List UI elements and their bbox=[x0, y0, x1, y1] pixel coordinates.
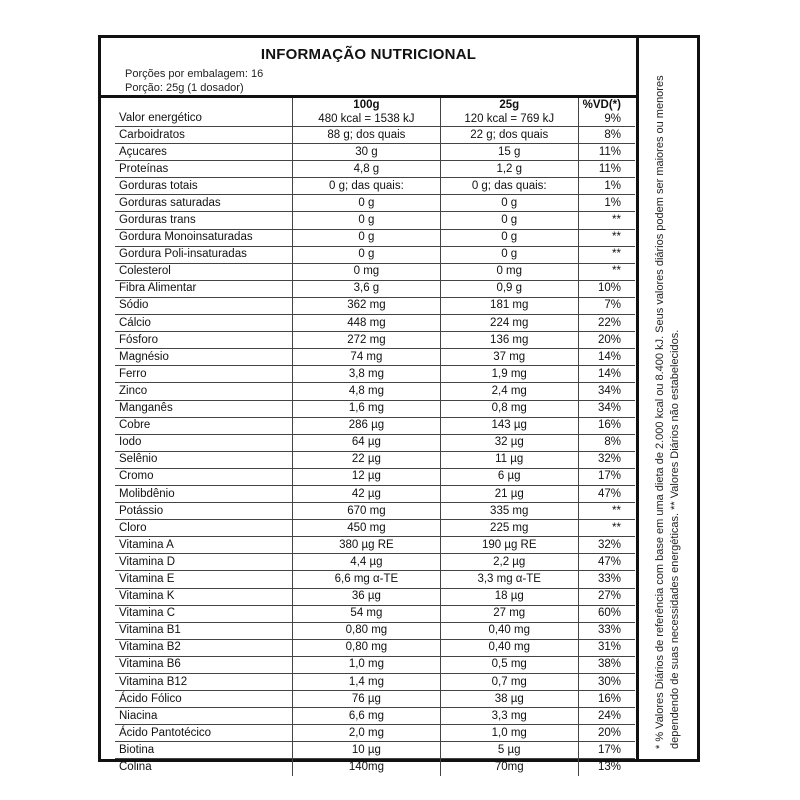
table-row bbox=[115, 127, 635, 144]
value-25g: 0 g bbox=[440, 229, 578, 246]
value-25g: 21 µg bbox=[440, 485, 578, 502]
value-vd: 16% bbox=[578, 691, 635, 708]
value-100g: 64 µg bbox=[293, 434, 441, 451]
value-100g: 450 mg bbox=[293, 520, 441, 537]
table-row bbox=[115, 212, 635, 229]
value-vd: ** bbox=[578, 263, 635, 280]
value-vd: ** bbox=[578, 503, 635, 520]
value-vd: 27% bbox=[578, 588, 635, 605]
value-vd: 11% bbox=[578, 144, 635, 161]
nutrient-name: Vitamina K bbox=[119, 590, 175, 603]
value-25g: 3,3 mg bbox=[440, 708, 578, 725]
table-row bbox=[115, 674, 635, 691]
value-25g: 0,9 g bbox=[440, 280, 578, 297]
nutrient-name: Biotina bbox=[119, 743, 155, 756]
value-100g: 0 g bbox=[293, 212, 441, 229]
value-25g: 0,7 mg bbox=[440, 674, 578, 691]
value-100g: 1,6 mg bbox=[293, 400, 441, 417]
table-row bbox=[115, 263, 635, 280]
value-100g: 1,4 mg bbox=[293, 674, 441, 691]
value-vd: 31% bbox=[578, 639, 635, 656]
table-row bbox=[115, 229, 635, 246]
energy-vd-value: 9% bbox=[604, 113, 621, 125]
nutrient-name: Sódio bbox=[119, 299, 149, 312]
nutrient-name: Gorduras saturadas bbox=[119, 196, 221, 209]
table-row bbox=[115, 246, 635, 263]
value-100g: 12 µg bbox=[293, 468, 441, 485]
value-25g: 1,0 mg bbox=[440, 725, 578, 742]
table-row bbox=[115, 349, 635, 366]
column-header-vd: %VD(*) bbox=[582, 99, 621, 111]
value-vd: 30% bbox=[578, 674, 635, 691]
value-vd: 8% bbox=[578, 127, 635, 144]
table-row bbox=[115, 708, 635, 725]
value-100g: 670 mg bbox=[293, 503, 441, 520]
nutrient-name: Ferro bbox=[119, 367, 147, 380]
value-100g: 42 µg bbox=[293, 485, 441, 502]
table-row bbox=[115, 161, 635, 178]
energy-col1-value: 480 kcal = 1538 kJ bbox=[318, 113, 415, 125]
value-25g: 2,4 mg bbox=[440, 383, 578, 400]
value-vd: 33% bbox=[578, 622, 635, 639]
value-25g: 32 µg bbox=[440, 434, 578, 451]
nutrient-name: Fibra Alimentar bbox=[119, 282, 197, 295]
nutrient-name: Selênio bbox=[119, 453, 158, 466]
value-25g: 15 g bbox=[440, 144, 578, 161]
table-row bbox=[115, 144, 635, 161]
nutrient-name: Proteínas bbox=[119, 162, 169, 175]
value-25g: 2,2 µg bbox=[440, 554, 578, 571]
value-25g: 143 µg bbox=[440, 417, 578, 434]
value-vd: 33% bbox=[578, 571, 635, 588]
table-row bbox=[115, 485, 635, 502]
value-vd: 34% bbox=[578, 400, 635, 417]
table-row bbox=[115, 366, 635, 383]
value-vd: ** bbox=[578, 212, 635, 229]
nutrient-name: Potássio bbox=[119, 504, 164, 517]
nutrient-name: Ácido Fólico bbox=[119, 692, 182, 705]
nutrient-name: Vitamina B6 bbox=[119, 658, 181, 671]
value-25g: 190 µg RE bbox=[440, 537, 578, 554]
footnote-text: * % Valores Diários de referência com base em uma dieta de 2.000 kcal ou 8.400 kJ. Seus valores diários podem ser maiores ou menores dependendo de suas necessidades energéticas. ** Valores Diários não estabelecidos. bbox=[654, 74, 681, 749]
table-row bbox=[115, 605, 635, 622]
value-25g: 225 mg bbox=[440, 520, 578, 537]
table-row bbox=[115, 400, 635, 417]
table-row bbox=[115, 315, 635, 332]
value-100g: 36 µg bbox=[293, 588, 441, 605]
value-25g: 224 mg bbox=[440, 315, 578, 332]
value-25g: 5 µg bbox=[440, 742, 578, 759]
value-vd: 32% bbox=[578, 537, 635, 554]
value-100g: 54 mg bbox=[293, 605, 441, 622]
energy-col2-value: 120 kcal = 769 kJ bbox=[464, 113, 555, 125]
energy-name: Valor energético bbox=[119, 112, 202, 124]
value-25g: 37 mg bbox=[440, 349, 578, 366]
nutrient-name: Vitamina A bbox=[119, 538, 174, 551]
nutrient-name: Magnésio bbox=[119, 350, 169, 363]
value-100g: 362 mg bbox=[293, 297, 441, 314]
nutrition-label bbox=[98, 35, 700, 774]
nutrient-name: Fósforo bbox=[119, 333, 158, 346]
table-row bbox=[115, 759, 635, 776]
nutrient-name: Vitamina B2 bbox=[119, 641, 181, 654]
value-vd: 13% bbox=[578, 759, 635, 776]
table-row bbox=[115, 691, 635, 708]
value-vd: 60% bbox=[578, 605, 635, 622]
table-row bbox=[115, 451, 635, 468]
value-100g: 0,80 mg bbox=[293, 639, 441, 656]
value-vd: 47% bbox=[578, 554, 635, 571]
value-25g: 181 mg bbox=[440, 297, 578, 314]
value-25g: 1,9 mg bbox=[440, 366, 578, 383]
value-100g: 22 µg bbox=[293, 451, 441, 468]
value-25g: 22 g; dos quais bbox=[440, 127, 578, 144]
value-100g: 4,8 mg bbox=[293, 383, 441, 400]
label-header bbox=[101, 38, 636, 98]
footnote-panel bbox=[639, 38, 697, 759]
table-row bbox=[115, 503, 635, 520]
nutrient-name: Manganês bbox=[119, 402, 173, 415]
energy-col1 bbox=[293, 98, 441, 127]
label-title: INFORMAÇÃO NUTRICIONAL bbox=[260, 46, 477, 63]
table-row bbox=[115, 639, 635, 656]
value-vd: 1% bbox=[578, 195, 635, 212]
value-25g: 0,8 mg bbox=[440, 400, 578, 417]
value-vd: 7% bbox=[578, 297, 635, 314]
nutrient-name: Colina bbox=[119, 761, 152, 774]
nutrient-name: Gordura Poli-insaturadas bbox=[119, 248, 247, 261]
portions-per-package: Porções por embalagem: 16 bbox=[125, 68, 264, 80]
nutrient-name: Ácido Pantotécico bbox=[119, 726, 212, 739]
value-25g: 0 g; das quais: bbox=[440, 178, 578, 195]
nutrient-name: Zinco bbox=[119, 384, 148, 397]
table-row bbox=[115, 742, 635, 759]
value-100g: 88 g; dos quais bbox=[293, 127, 441, 144]
nutrient-name: Vitamina E bbox=[119, 572, 175, 585]
table-row bbox=[115, 537, 635, 554]
value-25g: 3,3 mg α-TE bbox=[440, 571, 578, 588]
value-100g: 448 mg bbox=[293, 315, 441, 332]
value-vd: 14% bbox=[578, 366, 635, 383]
value-100g: 4,8 g bbox=[293, 161, 441, 178]
column-header-25g: 25g bbox=[499, 99, 520, 111]
value-100g: 2,0 mg bbox=[293, 725, 441, 742]
nutrient-name: Gordura Monoinsaturadas bbox=[119, 231, 253, 244]
value-100g: 6,6 mg bbox=[293, 708, 441, 725]
value-100g: 0 g bbox=[293, 229, 441, 246]
value-vd: 10% bbox=[578, 280, 635, 297]
energy-vd bbox=[578, 98, 635, 127]
value-25g: 0,5 mg bbox=[440, 656, 578, 673]
value-vd: 24% bbox=[578, 708, 635, 725]
portion-size: Porção: 25g (1 dosador) bbox=[125, 82, 244, 94]
value-100g: 286 µg bbox=[293, 417, 441, 434]
nutrient-name: Vitamina B12 bbox=[119, 675, 188, 688]
nutrient-name: Cloro bbox=[119, 521, 147, 534]
value-100g: 10 µg bbox=[293, 742, 441, 759]
value-25g: 0,40 mg bbox=[440, 622, 578, 639]
nutrient-name: Niacina bbox=[119, 709, 158, 722]
value-vd: ** bbox=[578, 229, 635, 246]
value-25g: 0 g bbox=[440, 246, 578, 263]
value-100g: 3,6 g bbox=[293, 280, 441, 297]
table-header-row bbox=[115, 98, 635, 127]
value-25g: 136 mg bbox=[440, 332, 578, 349]
table-row bbox=[115, 297, 635, 314]
nutrition-main-panel bbox=[101, 38, 639, 774]
table-row bbox=[115, 332, 635, 349]
value-25g: 0 g bbox=[440, 195, 578, 212]
nutrient-name: Gorduras trans bbox=[119, 214, 196, 227]
value-100g: 0,80 mg bbox=[293, 622, 441, 639]
value-25g: 18 µg bbox=[440, 588, 578, 605]
table-row bbox=[115, 554, 635, 571]
value-vd: 11% bbox=[578, 161, 635, 178]
value-100g: 0 g; das quais: bbox=[293, 178, 441, 195]
value-vd: 17% bbox=[578, 742, 635, 759]
nutrient-name: Açucares bbox=[119, 145, 167, 158]
table-row bbox=[115, 571, 635, 588]
value-vd: 32% bbox=[578, 451, 635, 468]
value-100g: 3,8 mg bbox=[293, 366, 441, 383]
value-vd: 17% bbox=[578, 468, 635, 485]
value-25g: 0 g bbox=[440, 212, 578, 229]
value-25g: 6 µg bbox=[440, 468, 578, 485]
nutrient-name: Vitamina C bbox=[119, 607, 176, 620]
value-100g: 76 µg bbox=[293, 691, 441, 708]
table-row bbox=[115, 520, 635, 537]
table-row bbox=[115, 622, 635, 639]
value-vd: 14% bbox=[578, 349, 635, 366]
value-vd: ** bbox=[578, 246, 635, 263]
value-vd: 8% bbox=[578, 434, 635, 451]
value-100g: 4,4 µg bbox=[293, 554, 441, 571]
nutrient-name: Molibdênio bbox=[119, 487, 175, 500]
nutrient-name: Cromo bbox=[119, 470, 154, 483]
value-25g: 0 mg bbox=[440, 263, 578, 280]
value-25g: 11 µg bbox=[440, 451, 578, 468]
value-100g: 30 g bbox=[293, 144, 441, 161]
value-100g: 0 mg bbox=[293, 263, 441, 280]
nutrition-table bbox=[115, 98, 635, 776]
column-header-100g: 100g bbox=[353, 99, 380, 111]
value-25g: 1,2 g bbox=[440, 161, 578, 178]
value-25g: 0,40 mg bbox=[440, 639, 578, 656]
table-row bbox=[115, 178, 635, 195]
value-vd: 20% bbox=[578, 725, 635, 742]
nutrient-name: Vitamina B1 bbox=[119, 624, 181, 637]
table-row bbox=[115, 725, 635, 742]
value-vd: 16% bbox=[578, 417, 635, 434]
value-100g: 0 g bbox=[293, 195, 441, 212]
value-vd: 47% bbox=[578, 485, 635, 502]
nutrient-name: Colesterol bbox=[119, 265, 171, 278]
value-vd: 20% bbox=[578, 332, 635, 349]
nutrient-name: Vitamina D bbox=[119, 555, 176, 568]
table-row bbox=[115, 195, 635, 212]
value-vd: ** bbox=[578, 520, 635, 537]
table-row bbox=[115, 280, 635, 297]
table-row bbox=[115, 588, 635, 605]
value-100g: 74 mg bbox=[293, 349, 441, 366]
value-vd: 34% bbox=[578, 383, 635, 400]
value-100g: 140mg bbox=[293, 759, 441, 776]
nutrient-name: Iodo bbox=[119, 436, 142, 449]
nutrient-name: Carboidratos bbox=[119, 128, 185, 141]
value-100g: 272 mg bbox=[293, 332, 441, 349]
value-vd: 38% bbox=[578, 656, 635, 673]
value-vd: 22% bbox=[578, 315, 635, 332]
value-vd: 1% bbox=[578, 178, 635, 195]
value-100g: 1,0 mg bbox=[293, 656, 441, 673]
value-25g: 70mg bbox=[440, 759, 578, 776]
table-row bbox=[115, 417, 635, 434]
value-100g: 0 g bbox=[293, 246, 441, 263]
table-row bbox=[115, 383, 635, 400]
value-100g: 6,6 mg α-TE bbox=[293, 571, 441, 588]
value-25g: 335 mg bbox=[440, 503, 578, 520]
value-100g: 380 µg RE bbox=[293, 537, 441, 554]
nutrient-name: Cobre bbox=[119, 419, 151, 432]
table-row bbox=[115, 434, 635, 451]
energy-col2 bbox=[440, 98, 578, 127]
value-25g: 38 µg bbox=[440, 691, 578, 708]
value-25g: 27 mg bbox=[440, 605, 578, 622]
table-row bbox=[115, 468, 635, 485]
nutrient-name: Cálcio bbox=[119, 316, 151, 329]
table-row bbox=[115, 656, 635, 673]
nutrient-name: Gorduras totais bbox=[119, 179, 198, 192]
